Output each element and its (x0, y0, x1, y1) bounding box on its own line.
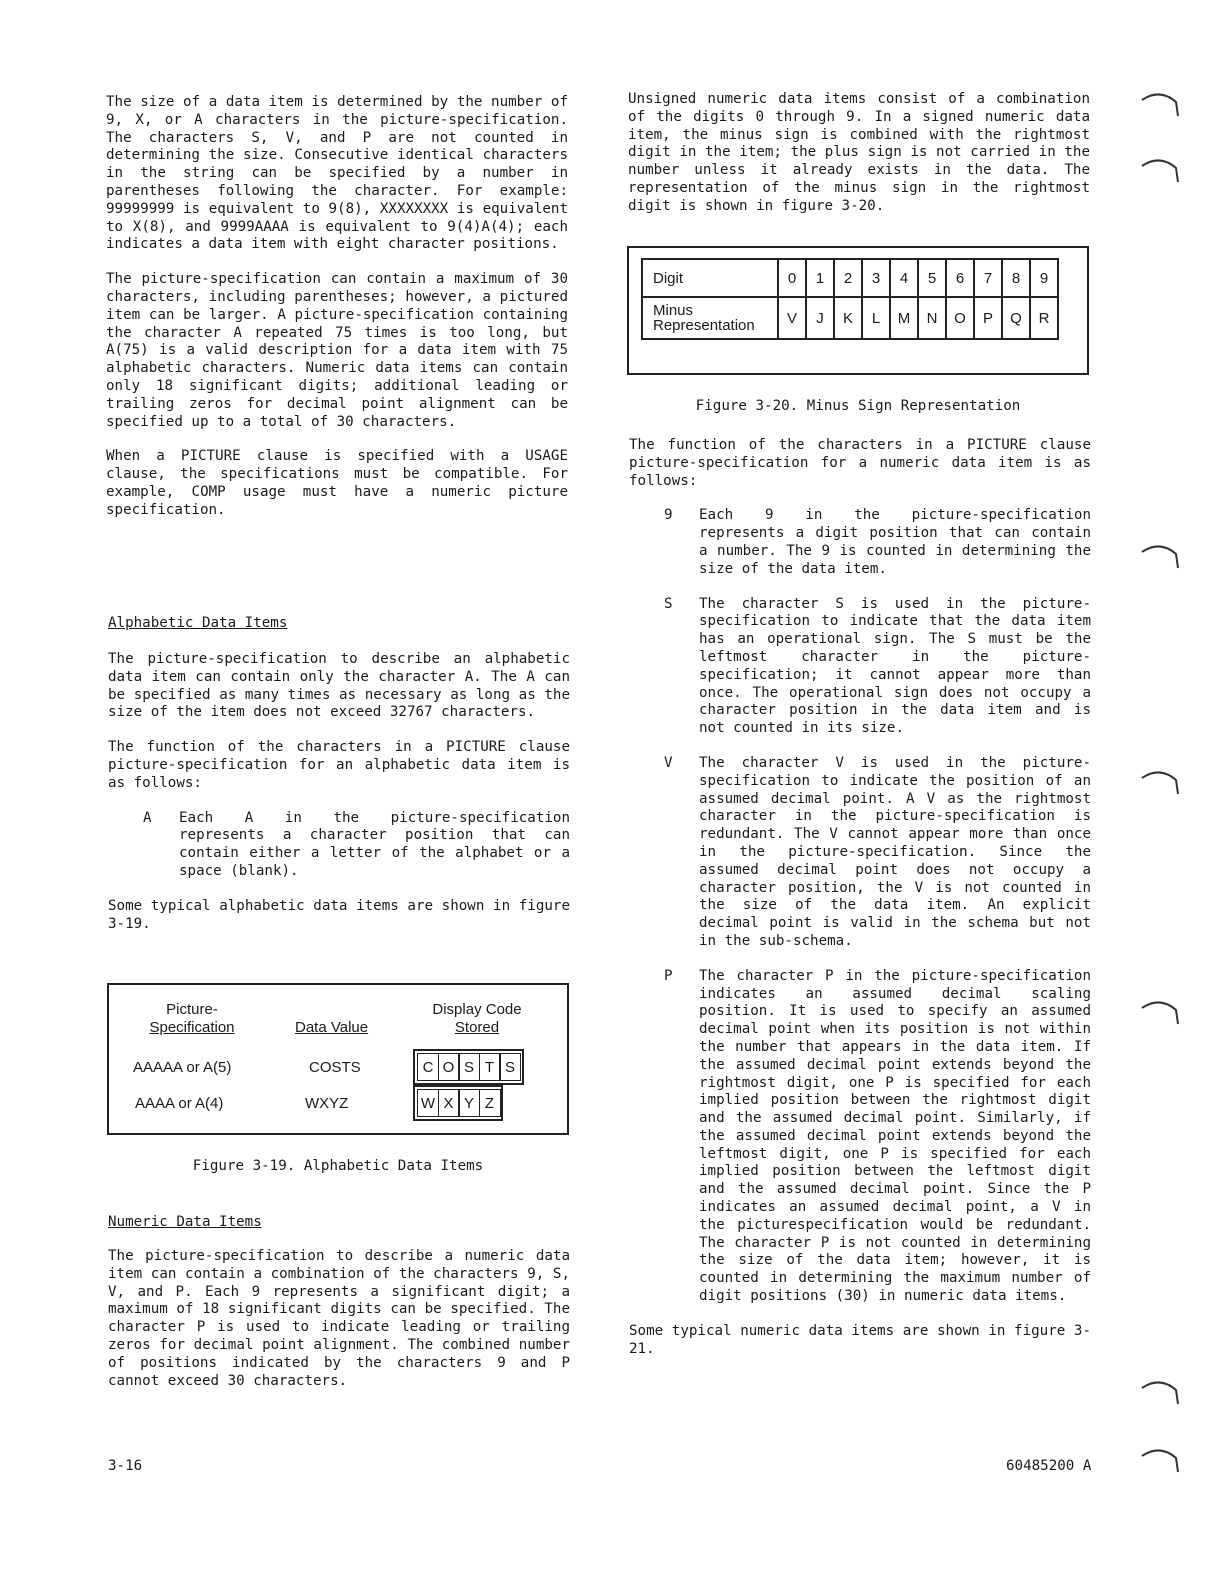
paragraph-unsigned-numeric: Unsigned numeric data items consist of a combination of the digits 0 through 9. In a signed numeric data item, the minus sign is combined with the rightmost digit in the item; the plus sign is not carried in the number unless it already exists in the data. The representation of the minus sign in the rightmost digit is shown in figure 3-20. (628, 91, 1090, 214)
right-column-intro (628, 91, 1090, 233)
definition-item-9 (629, 507, 1091, 578)
margin-mark-icon (1140, 1444, 1180, 1474)
digit-cell: 2 (834, 259, 862, 297)
figure-3-20-box (627, 246, 1089, 375)
left-column (106, 94, 568, 537)
definition-key: S (664, 595, 673, 612)
paragraph-alphabetic-function: The function of the characters in a PICTURE clause picture-specification for an alphabetic data item is as follows: (108, 739, 570, 791)
col-header-data-value: Data Value (295, 1019, 369, 1036)
table-row-digit (642, 259, 1058, 297)
margin-mark-icon (1140, 154, 1180, 184)
definition-item-P (629, 968, 1091, 1306)
definition-text: Each A in the picture-specification represents a character position that can contain either a letter of the alphabet or a space (blank). (179, 809, 570, 879)
row-label-digit: Digit (642, 259, 778, 297)
definition-item-S (629, 596, 1091, 738)
minus-cell: V (778, 297, 806, 339)
minus-cell: L (862, 297, 890, 339)
page-number: 3-16 (108, 1458, 143, 1474)
margin-mark-icon (1140, 996, 1180, 1026)
row-label-minus: Minus Representation (642, 297, 778, 339)
margin-mark-icon (1140, 540, 1180, 570)
col-header-display-code: Display Code Stored (432, 1001, 522, 1036)
col-header-picture-spec: Picture- Specification (149, 1001, 235, 1036)
right-column-body (629, 437, 1091, 1375)
definition-key: V (664, 754, 673, 771)
char-cell: C (417, 1053, 439, 1081)
row1-stored-chars (413, 1049, 524, 1085)
document-number: 60485200 A (1006, 1458, 1092, 1474)
digit-cell: 6 (946, 259, 974, 297)
minus-cell: O (946, 297, 974, 339)
paragraph-picture-max: The picture-specification can contain a maximum of 30 characters, including parentheses; however, a pictured item can be larger. A picture-specification containing the character A repeated 75 times is too long, but A(75) is a valid description for a data item with 75 alphabetic characters. Numeric data items can contain only 18 significant digits; additional leading or trailing zeros for decimal point alignment can be specified up to a total of 30 characters. (106, 271, 568, 430)
definition-item-A (108, 810, 570, 881)
minus-cell: Q (1002, 297, 1030, 339)
definition-text: The character V is used in the picture-specification to indicate the position of an assumed decimal point. A V as the rightmost character in the picture-specification is redundant. The V cannot appear more than once in the picture-specification. Since the assumed decimal point does not occupy a character position, the V is not counted in the size of the data item. An explicit decimal point is valid in the schema but not in the sub-schema. (699, 754, 1091, 949)
minus-cell: N (918, 297, 946, 339)
margin-mark-icon (1140, 766, 1180, 796)
row2-spec: AAAA or A(4) (135, 1095, 224, 1112)
definition-item-V (629, 755, 1091, 951)
digit-cell: 1 (806, 259, 834, 297)
heading-numeric-data-items: Numeric Data Items (108, 1214, 262, 1230)
digit-cell: 9 (1030, 259, 1058, 297)
digit-cell: 8 (1002, 259, 1030, 297)
digit-cell: 5 (918, 259, 946, 297)
char-cell: X (438, 1089, 460, 1117)
minus-cell: P (974, 297, 1002, 339)
char-cell: W (417, 1089, 439, 1117)
definition-key: A (143, 809, 152, 826)
figure-3-19-caption: Figure 3-19. Alphabetic Data Items (192, 1158, 484, 1174)
minus-cell: M (890, 297, 918, 339)
margin-mark-icon (1140, 1376, 1180, 1406)
paragraph-figure-321-ref: Some typical numeric data items are shown in figure 3-21. (629, 1322, 1091, 1357)
alphabetic-section (108, 651, 570, 950)
minus-cell: R (1030, 297, 1058, 339)
margin-mark-icon (1140, 88, 1180, 118)
figure-3-19-box (107, 983, 569, 1135)
paragraph-usage-clause: When a PICTURE clause is specified with a USAGE clause, the specifications must be compatible. For example, COMP usage must have a numeric picture specification. (106, 448, 568, 518)
definition-text: The character S is used in the picture-specification to indicate that the data item has an operational sign. The S must be the leftmost character in the picture-specification; it cannot appear more than once. The operational sign does not occupy a character position in the data item and is not counted in its size. (699, 595, 1091, 737)
digit-cell: 7 (974, 259, 1002, 297)
char-cell: Y (458, 1089, 480, 1117)
minus-sign-table (641, 258, 1059, 340)
definition-key: P (664, 967, 673, 984)
paragraph-numeric-function: The function of the characters in a PICTURE clause picture-specification for a numeric data item is as follows: (629, 437, 1091, 489)
char-cell: O (438, 1053, 460, 1081)
digit-cell: 0 (778, 259, 806, 297)
char-cell: Z (479, 1089, 501, 1117)
row2-value: WXYZ (305, 1095, 349, 1112)
digit-cell: 4 (890, 259, 918, 297)
figure-3-20-caption: Figure 3-20. Minus Sign Representation (695, 398, 1021, 414)
row1-spec: AAAAA or A(5) (133, 1059, 232, 1076)
numeric-section (108, 1248, 570, 1407)
definition-key: 9 (664, 507, 673, 524)
minus-cell: J (806, 297, 834, 339)
paragraph-data-item-size: The size of a data item is determined by the number of 9, X, or A characters in the picture-specification. The characters S, V, and P are not counted in determining the size. Consecutive identical characters in the string can be specified by a number in parentheses following the character. For example: 99999999 is equivalent to 9(8), XXXXXXXX is equivalent to X(8), and 9999AAAA is equivalent to 9(4)A(4); each indicates a data item with eight character positions. (106, 94, 568, 253)
heading-alphabetic-data-items: Alphabetic Data Items (108, 615, 288, 631)
paragraph-figure-319-ref: Some typical alphabetic data items are shown in figure 3-19. (108, 897, 570, 932)
digit-cell: 3 (862, 259, 890, 297)
table-row-minus (642, 297, 1058, 339)
definition-text: Each 9 in the picture-specification represents a digit position that can contain a number. The 9 is counted in determining the size of the data item. (699, 507, 1091, 577)
char-cell: S (499, 1053, 521, 1081)
row1-value: COSTS (309, 1059, 361, 1076)
char-cell: T (479, 1053, 501, 1081)
paragraph-numeric-desc: The picture-specification to describe a numeric data item can contain a combination of the characters 9, S, V, and P. Each 9 represents a significant digit; a maximum of 18 significant digits can be specified. The character P is used to indicate leading or trailing zeros for decimal point alignment. The combined number of positions indicated by the characters 9 and P cannot exceed 30 characters. (108, 1248, 570, 1389)
paragraph-alphabetic-desc: The picture-specification to describe an alphabetic data item can contain only the character A. The A can be specified as many times as necessary as long as the size of the item does not exceed 32767 characters. (108, 651, 570, 721)
definition-text: The character P in the picture-specification indicates an assumed decimal scaling position. It is used to specify an assumed decimal point when its position is not within the number that appears in the data item. If the assumed decimal point extends beyond the rightmost digit, one P is specified for each implied position between the rightmost digit and the assumed decimal point. Similarly, if the assumed decimal point extends beyond the leftmost digit, one P is specified for each implied position between the leftmost digit and the assumed decimal point. Since the P indicates an assumed decimal point, a V in the picturespecification would be redundant. The character P is not counted in determining the size of the data item; however, it is counted in determining the maximum number of digit positions (30) in numeric data items. (699, 967, 1091, 1305)
minus-cell: K (834, 297, 862, 339)
row2-stored-chars (413, 1085, 503, 1121)
char-cell: S (458, 1053, 480, 1081)
